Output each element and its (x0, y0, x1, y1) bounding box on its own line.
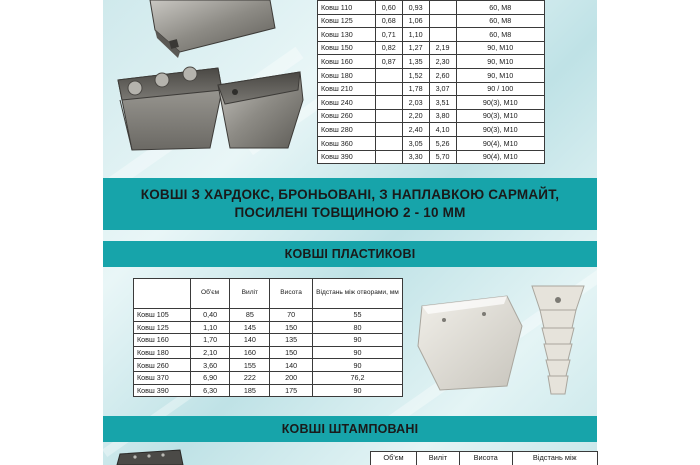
plastic-buckets-table (133, 278, 403, 397)
bucket-model-cell: Ковш 260 (318, 109, 376, 123)
bucket-model-cell: Ковш 125 (318, 14, 376, 28)
table-row (318, 136, 545, 150)
spec-value-cell: 90 (312, 359, 402, 372)
stacked-plastic-buckets-icon (532, 286, 584, 394)
bucket-model-cell: Ковш 210 (318, 82, 376, 96)
bucket-model-cell: Ковш 260 (134, 359, 191, 372)
bucket-model-cell: Ковш 180 (318, 68, 376, 82)
plastic-bucket-image (412, 286, 527, 396)
spec-value-cell: 76,2 (312, 371, 402, 384)
table-header-cell (134, 279, 191, 309)
table-row (318, 41, 545, 55)
spec-value-cell: 2,19 (429, 41, 456, 55)
spec-value-cell: 80 (312, 321, 402, 334)
table-row (318, 28, 545, 42)
table-header-row (134, 279, 403, 309)
table-row (318, 55, 545, 69)
table-row (134, 309, 403, 322)
bucket-model-cell: Ковш 105 (134, 309, 191, 322)
spec-value-cell: 0,87 (375, 55, 402, 69)
spec-value-cell: 90 (312, 334, 402, 347)
spec-value-cell (375, 136, 402, 150)
metal-buckets-table (317, 0, 545, 164)
spec-value-cell: 90, М10 (456, 41, 544, 55)
spec-value-cell: 3,05 (402, 136, 429, 150)
spec-value-cell: 90(3), М10 (456, 109, 544, 123)
spec-value-cell: 60, М8 (456, 14, 544, 28)
banner-hardox-line1: КОВШІ З ХАРДОКС, БРОНЬОВАНІ, З НАПЛАВКОЮ САРМАЙТ, (140, 187, 560, 202)
table-row (318, 82, 545, 96)
spec-value-cell: 1,70 (190, 334, 230, 347)
spec-value-cell: 90 (312, 346, 402, 359)
stacked-plastic-buckets-image (528, 282, 588, 400)
spec-value-cell: 60, М8 (456, 1, 544, 15)
spec-value-cell: 1,10 (402, 28, 429, 42)
spec-value-cell: 90, М10 (456, 68, 544, 82)
spec-value-cell: 90, М10 (456, 55, 544, 69)
table-row (318, 150, 545, 164)
bucket-model-cell: Ковш 160 (134, 334, 191, 347)
spec-value-cell: 1,78 (402, 82, 429, 96)
spec-value-cell: 0,82 (375, 41, 402, 55)
spec-value-cell (429, 14, 456, 28)
spec-value-cell: 150 (270, 346, 313, 359)
spec-value-cell: 160 (230, 346, 270, 359)
bucket-model-cell: Ковш 360 (318, 136, 376, 150)
spec-value-cell (429, 28, 456, 42)
spec-value-cell: 2,03 (402, 96, 429, 110)
table-row (318, 109, 545, 123)
table-header-cell: Відстань між отворами, мм (312, 279, 402, 309)
spec-value-cell (429, 1, 456, 15)
spec-value-cell: 90(4), М10 (456, 136, 544, 150)
spec-value-cell: 1,27 (402, 41, 429, 55)
stamped-bucket-image (115, 448, 185, 465)
spec-value-cell (375, 68, 402, 82)
spec-value-cell: 6,90 (190, 371, 230, 384)
spec-value-cell: 1,52 (402, 68, 429, 82)
metal-bucket-icon (118, 67, 222, 150)
table-row (318, 1, 545, 15)
spec-value-cell: 150 (270, 321, 313, 334)
table-header-cell: Висота (459, 452, 512, 465)
table-header-cell: Об'єм (190, 279, 230, 309)
bucket-model-cell: Ковш 280 (318, 123, 376, 137)
spec-value-cell: 90 (312, 384, 402, 397)
spec-value-cell: 145 (230, 321, 270, 334)
metal-bucket-icon (218, 72, 303, 148)
metal-buckets-image (110, 0, 310, 160)
table-header-cell: Виліт (230, 279, 270, 309)
spec-value-cell: 55 (312, 309, 402, 322)
bucket-model-cell: Ковш 150 (318, 41, 376, 55)
spec-value-cell: 5,26 (429, 136, 456, 150)
table-row (318, 96, 545, 110)
spec-value-cell (375, 96, 402, 110)
spec-value-cell: 90(3), М10 (456, 123, 544, 137)
spec-value-cell: 2,60 (429, 68, 456, 82)
table-header-cell: Об'єм (371, 452, 417, 465)
spec-value-cell: 0,68 (375, 14, 402, 28)
spec-value-cell: 200 (270, 371, 313, 384)
spec-value-cell: 0,60 (375, 1, 402, 15)
bucket-model-cell: Ковш 130 (318, 28, 376, 42)
spec-value-cell (375, 82, 402, 96)
spec-value-cell: 3,80 (429, 109, 456, 123)
spec-value-cell: 3,51 (429, 96, 456, 110)
banner-hardox-line2: ПОСИЛЕНІ ТОВЩИНОЮ 2 - 10 ММ (234, 205, 466, 220)
banner-stamped: КОВШІ ШТАМПОВАНІ (103, 416, 597, 442)
spec-value-cell: 2,30 (429, 55, 456, 69)
spec-value-cell: 2,20 (402, 109, 429, 123)
spec-value-cell (375, 150, 402, 164)
bucket-model-cell: Ковш 110 (318, 1, 376, 15)
spec-value-cell: 222 (230, 371, 270, 384)
spec-value-cell: 1,06 (402, 14, 429, 28)
stamped-bucket-icon (117, 450, 183, 465)
table-row (134, 334, 403, 347)
spec-value-cell: 6,30 (190, 384, 230, 397)
table-row (318, 68, 545, 82)
spec-value-cell: 140 (230, 334, 270, 347)
spec-value-cell: 175 (270, 384, 313, 397)
spec-value-cell: 3,60 (190, 359, 230, 372)
plastic-bucket-icon (418, 296, 522, 390)
spec-value-cell: 60, М8 (456, 28, 544, 42)
spec-value-cell (375, 123, 402, 137)
spec-value-cell: 4,10 (429, 123, 456, 137)
spec-value-cell: 85 (230, 309, 270, 322)
table-row (318, 123, 545, 137)
banner-hardox (103, 178, 597, 230)
bucket-model-cell: Ковш 180 (134, 346, 191, 359)
table-row (134, 346, 403, 359)
spec-value-cell: 155 (230, 359, 270, 372)
table-row (134, 321, 403, 334)
spec-value-cell: 2,40 (402, 123, 429, 137)
bucket-model-cell: Ковш 390 (318, 150, 376, 164)
spec-value-cell: 90(3), М10 (456, 96, 544, 110)
spec-value-cell: 0,93 (402, 1, 429, 15)
table-row (134, 359, 403, 372)
spec-value-cell (375, 109, 402, 123)
spec-value-cell: 0,71 (375, 28, 402, 42)
bucket-model-cell: Ковш 390 (134, 384, 191, 397)
table-row (318, 14, 545, 28)
bucket-model-cell: Ковш 370 (134, 371, 191, 384)
metal-bucket-icon (150, 0, 275, 58)
spec-value-cell: 70 (270, 309, 313, 322)
spec-value-cell: 3,07 (429, 82, 456, 96)
spec-value-cell: 140 (270, 359, 313, 372)
spec-value-cell: 90(4), М10 (456, 150, 544, 164)
table-header-cell: Висота (270, 279, 313, 309)
spec-value-cell: 135 (270, 334, 313, 347)
stamped-buckets-table (370, 451, 598, 465)
bucket-model-cell: Ковш 125 (134, 321, 191, 334)
spec-value-cell: 2,10 (190, 346, 230, 359)
spec-value-cell: 1,35 (402, 55, 429, 69)
spec-value-cell: 3,30 (402, 150, 429, 164)
spec-value-cell: 0,40 (190, 309, 230, 322)
banner-plastic: КОВШІ ПЛАСТИКОВІ (103, 241, 597, 267)
table-header-cell: Відстань між (512, 452, 598, 465)
table-header-cell: Виліт (416, 452, 459, 465)
bucket-model-cell: Ковш 240 (318, 96, 376, 110)
spec-value-cell: 5,70 (429, 150, 456, 164)
spec-value-cell: 185 (230, 384, 270, 397)
table-header-row (371, 452, 598, 465)
table-row (134, 371, 403, 384)
table-row (134, 384, 403, 397)
spec-value-cell: 1,10 (190, 321, 230, 334)
spec-value-cell: 90 / 100 (456, 82, 544, 96)
bucket-model-cell: Ковш 160 (318, 55, 376, 69)
